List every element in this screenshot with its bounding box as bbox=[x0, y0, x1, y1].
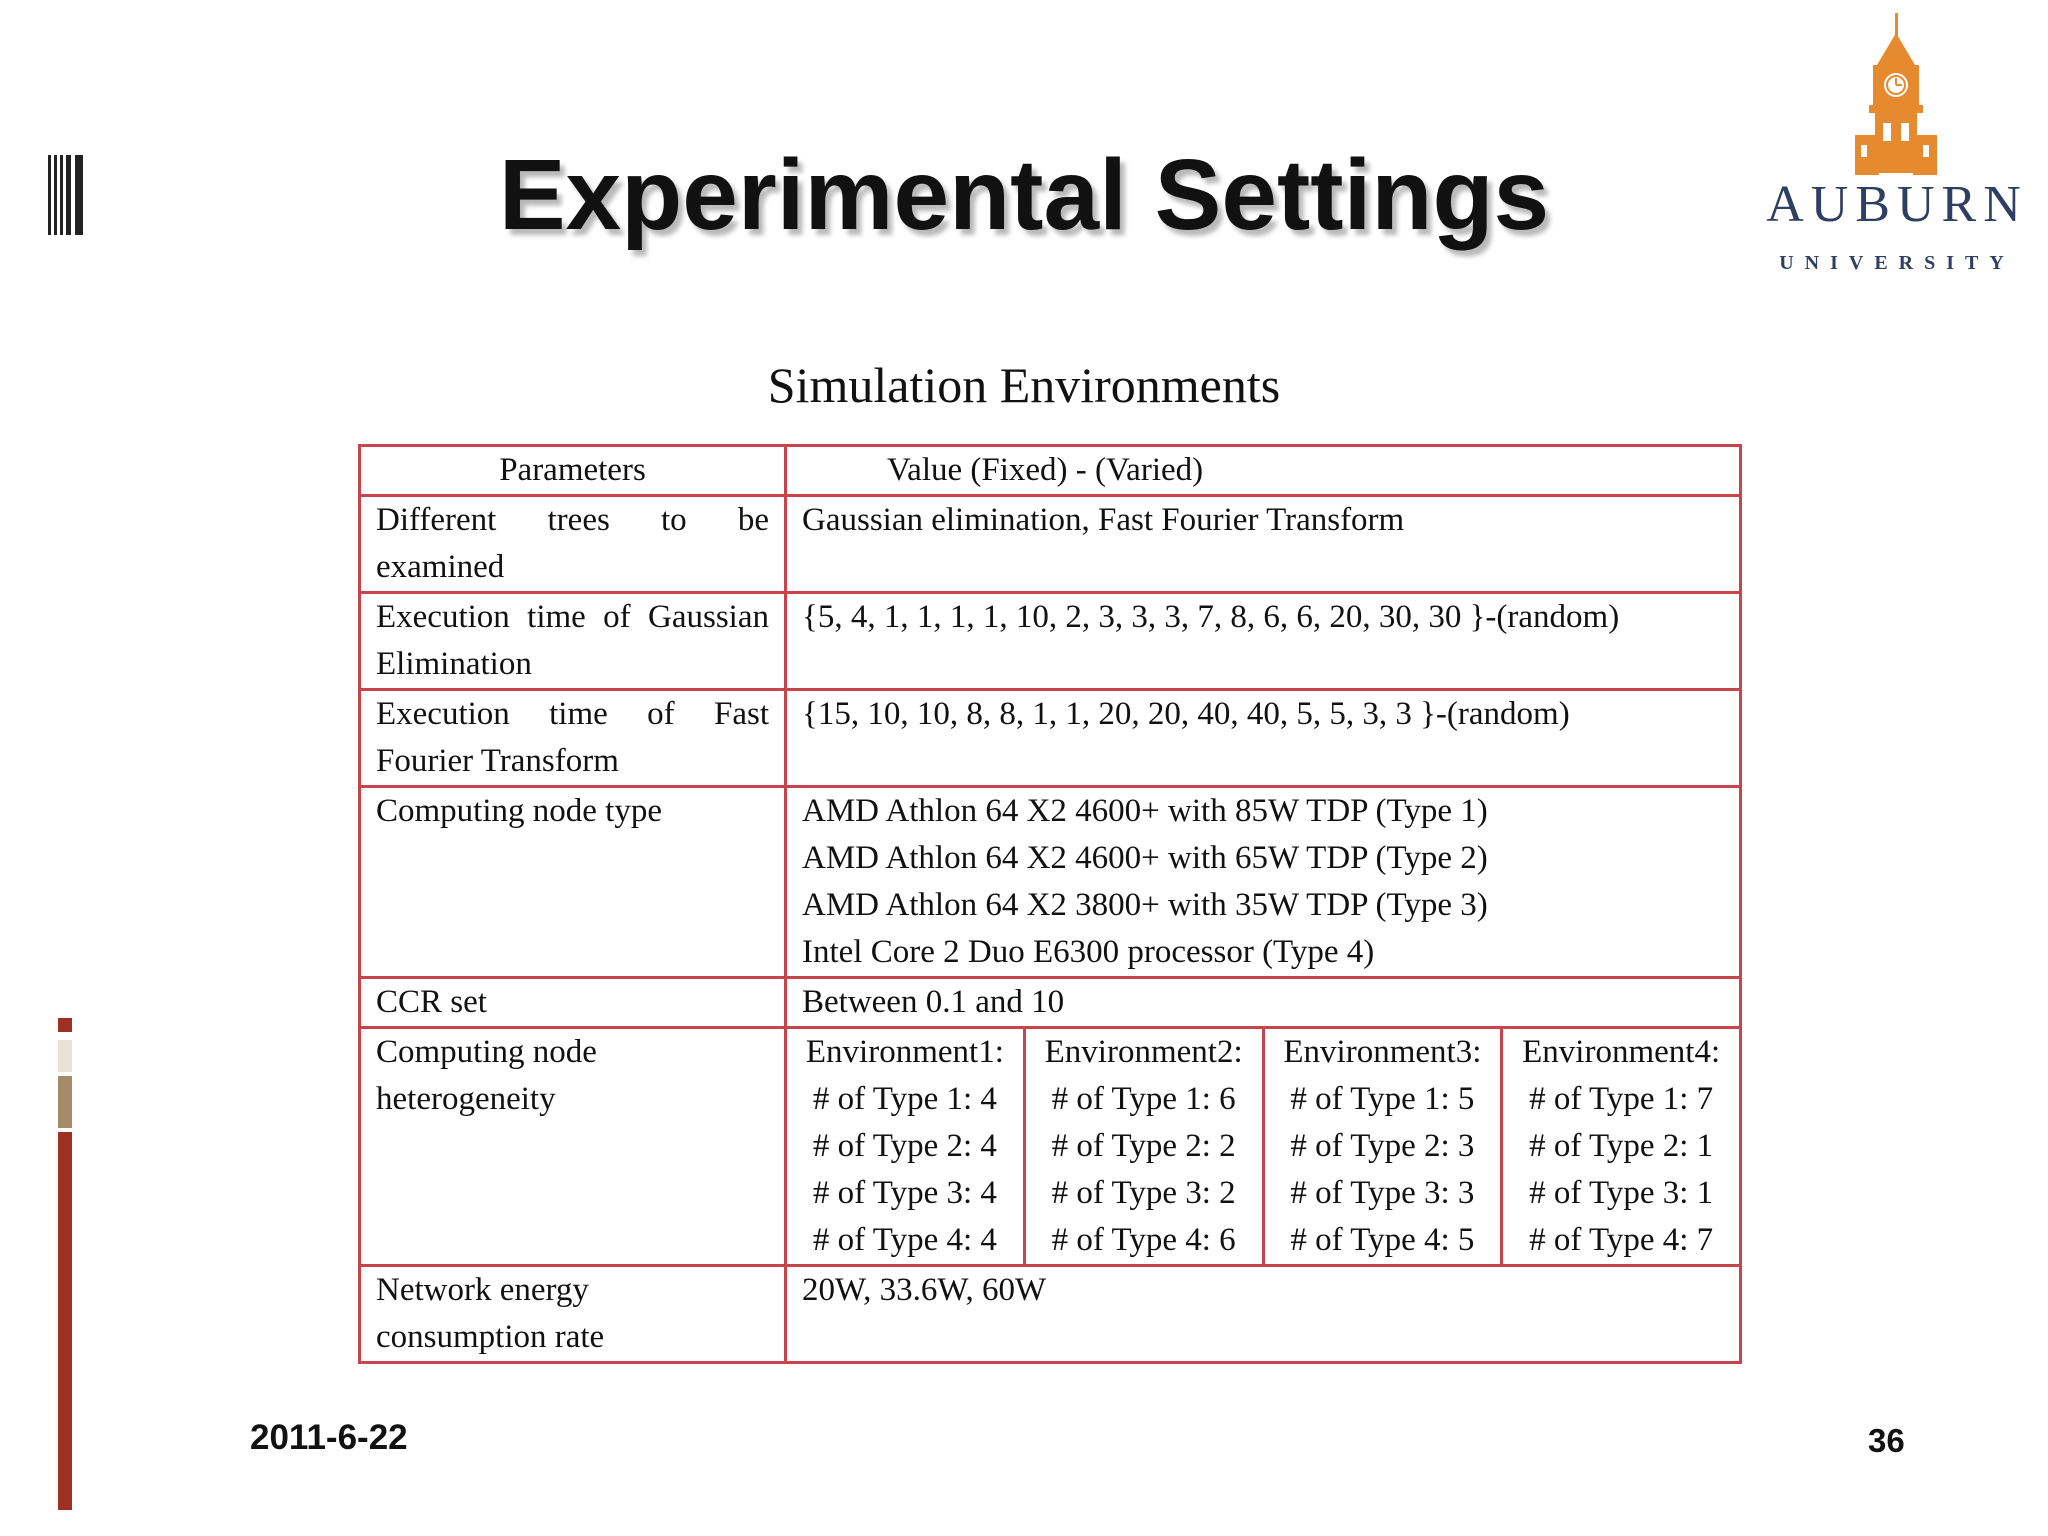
environment-line: # of Type 4: 4 bbox=[812, 1222, 997, 1258]
value-line: AMD Athlon 64 X2 3800+ with 35W TDP (Type 3) bbox=[802, 887, 1488, 923]
environment-line: # of Type 1: 4 bbox=[812, 1081, 997, 1117]
environment-name: Environment2: bbox=[1044, 1034, 1243, 1070]
slide-date: 2011-6-22 bbox=[250, 1418, 408, 1457]
param-cell: Computing node type bbox=[360, 787, 786, 978]
table-row bbox=[360, 1266, 1741, 1363]
param-line: consumption rate bbox=[376, 1319, 605, 1355]
table-row bbox=[360, 787, 1741, 978]
environment-line: # of Type 4: 7 bbox=[1529, 1222, 1714, 1258]
param-cell: Execution time of Gaussian Elimination bbox=[360, 593, 786, 690]
environment-line: # of Type 3: 2 bbox=[1051, 1175, 1236, 1211]
environment-name: Environment3: bbox=[1283, 1034, 1482, 1070]
environment-line: # of Type 4: 6 bbox=[1051, 1222, 1236, 1258]
value-line: AMD Athlon 64 X2 4600+ with 85W TDP (Type 1) bbox=[802, 793, 1488, 829]
value-cell: Between 0.1 and 10 bbox=[786, 978, 1741, 1028]
simulation-environments-table bbox=[358, 444, 1742, 1364]
table-row bbox=[360, 593, 1741, 690]
accent-red-long bbox=[58, 1132, 72, 1510]
environment-column bbox=[787, 1029, 1026, 1264]
value-line: Intel Core 2 Duo E6300 processor (Type 4) bbox=[802, 934, 1375, 970]
accent-light bbox=[58, 1040, 72, 1072]
environment-line: # of Type 2: 4 bbox=[812, 1128, 997, 1164]
accent-tan bbox=[58, 1076, 72, 1128]
value-cell: {5, 4, 1, 1, 1, 1, 10, 2, 3, 3, 3, 7, 8, 6, 6, 20, 30, 30 }-(random) bbox=[786, 593, 1741, 690]
logo-wordmark: AUBURN bbox=[1766, 176, 2028, 233]
table-header-row bbox=[360, 446, 1741, 496]
value-cell: Gaussian elimination, Fast Fourier Transform bbox=[786, 496, 1741, 593]
param-cell: Execution time of Fast Fourier Transform bbox=[360, 690, 786, 787]
environment-column bbox=[1265, 1029, 1504, 1264]
table-caption: Simulation Environments bbox=[767, 357, 1281, 413]
param-line: Network energy bbox=[376, 1272, 589, 1308]
environment-line: # of Type 1: 5 bbox=[1290, 1081, 1475, 1117]
environment-name: Environment1: bbox=[805, 1034, 1004, 1070]
environment-line: # of Type 2: 1 bbox=[1529, 1128, 1714, 1164]
environment-line: # of Type 2: 3 bbox=[1290, 1128, 1475, 1164]
value-line: AMD Athlon 64 X2 4600+ with 65W TDP (Type 2) bbox=[802, 840, 1488, 876]
environment-line: # of Type 2: 2 bbox=[1051, 1128, 1236, 1164]
environment-name: Environment4: bbox=[1522, 1034, 1721, 1070]
value-cell: {15, 10, 10, 8, 8, 1, 1, 20, 20, 40, 40, 5, 5, 3, 3 }-(random) bbox=[786, 690, 1741, 787]
param-cell bbox=[360, 1028, 786, 1266]
table-row bbox=[360, 978, 1741, 1028]
header-parameters: Parameters bbox=[360, 446, 786, 496]
environment-line: # of Type 3: 4 bbox=[812, 1175, 997, 1211]
table-row bbox=[360, 690, 1741, 787]
environment-line: # of Type 4: 5 bbox=[1290, 1222, 1475, 1258]
environment-line: # of Type 1: 6 bbox=[1051, 1081, 1236, 1117]
header-value: Value (Fixed) - (Varied) bbox=[786, 446, 1741, 496]
param-line: Computing node bbox=[376, 1034, 597, 1070]
accent-red-top bbox=[58, 1018, 72, 1032]
environments-cell bbox=[786, 1028, 1741, 1266]
param-cell bbox=[360, 1266, 786, 1363]
logo-subtext: UNIVERSITY bbox=[1779, 252, 2015, 274]
value-cell bbox=[786, 787, 1741, 978]
environment-column bbox=[1503, 1029, 1739, 1264]
environments-grid bbox=[787, 1029, 1739, 1264]
param-line: heterogeneity bbox=[376, 1081, 556, 1117]
environment-column bbox=[1026, 1029, 1265, 1264]
environment-line: # of Type 1: 7 bbox=[1529, 1081, 1714, 1117]
environment-line: # of Type 3: 3 bbox=[1290, 1175, 1475, 1211]
environment-line: # of Type 3: 1 bbox=[1529, 1175, 1714, 1211]
page-title: Experimental Settings bbox=[498, 139, 1550, 251]
value-cell: 20W, 33.6W, 60W bbox=[786, 1266, 1741, 1363]
param-cell: Different trees to be examined bbox=[360, 496, 786, 593]
table-row bbox=[360, 1028, 1741, 1266]
param-cell: CCR set bbox=[360, 978, 786, 1028]
table-row bbox=[360, 496, 1741, 593]
page-number: 36 bbox=[1868, 1422, 1905, 1459]
